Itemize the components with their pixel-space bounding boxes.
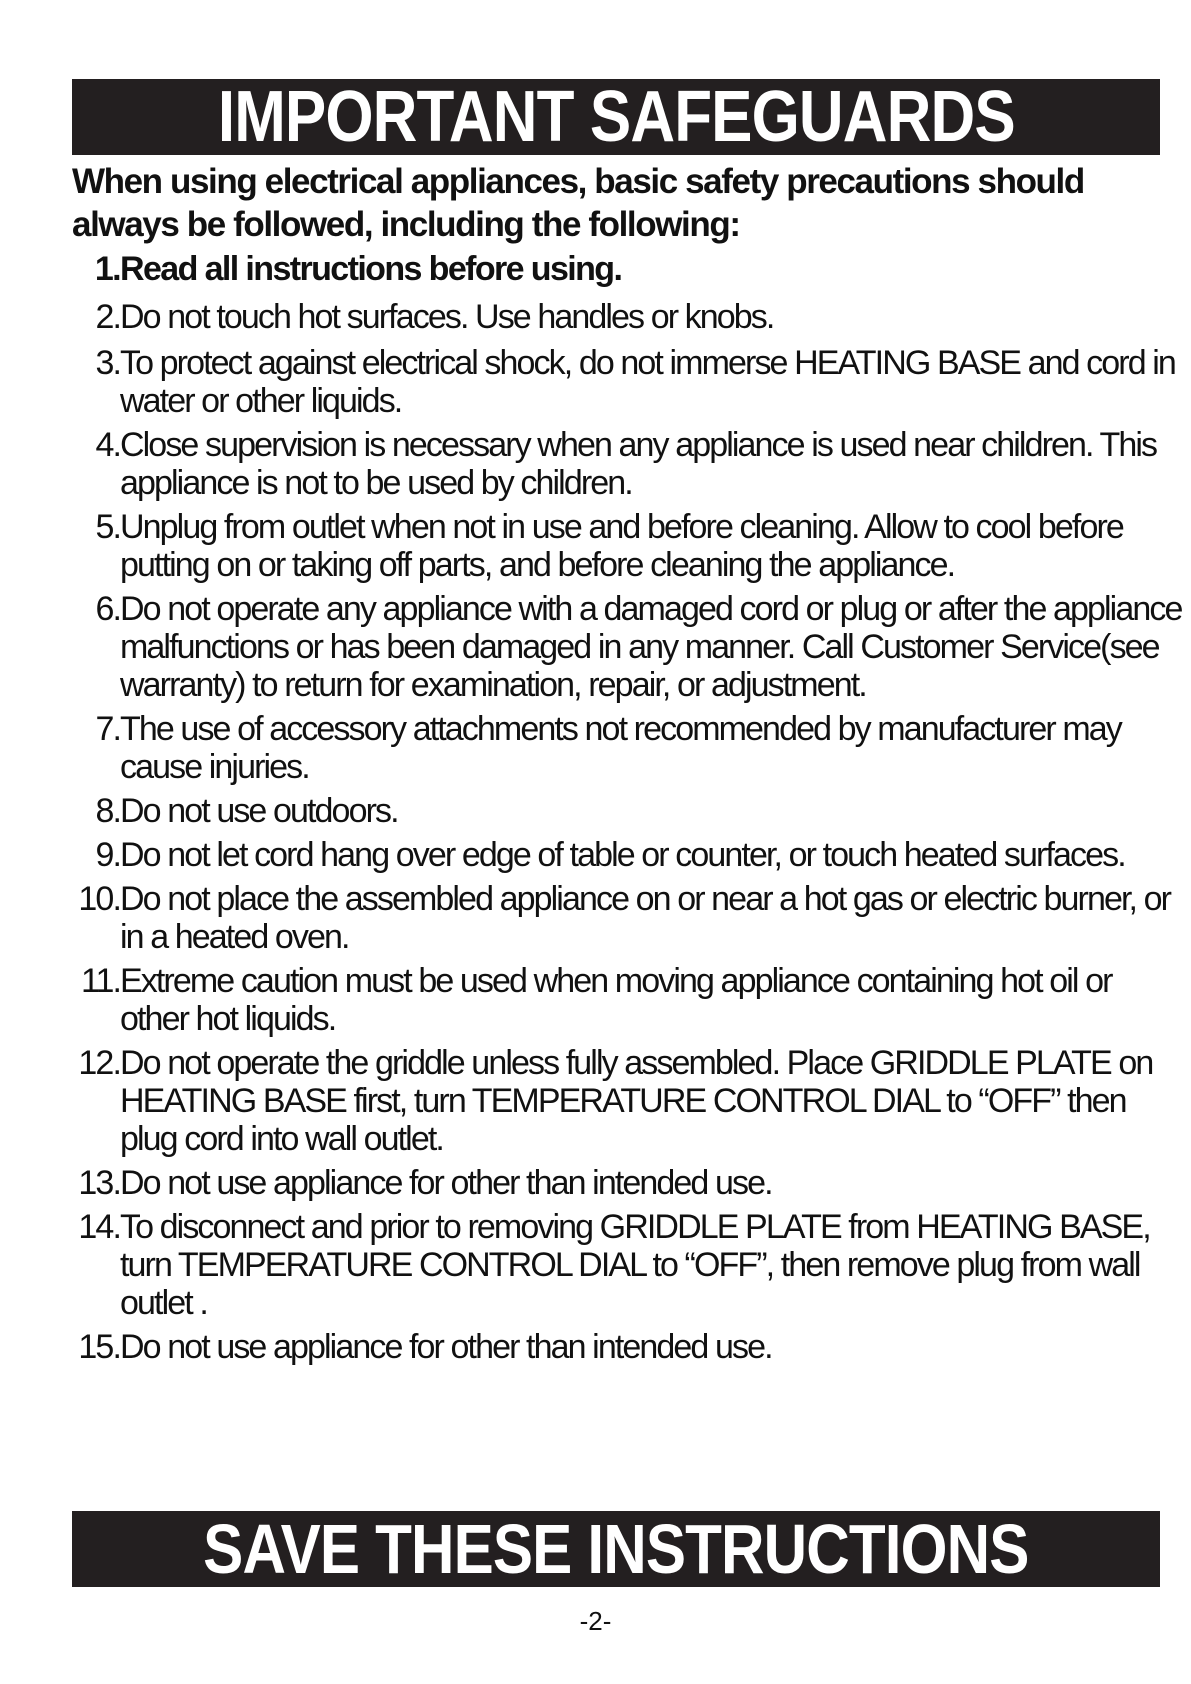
- item-number: 14.: [78, 1208, 120, 1246]
- list-item: [72, 1044, 1182, 1158]
- item-number: 15.: [78, 1328, 120, 1366]
- intro-text: When using electrical appliances, basic safety precautions should always be followed, including the following:: [72, 162, 1084, 244]
- item-number: 13.: [78, 1164, 120, 1202]
- list-item: [72, 710, 1182, 786]
- page-number: -2-: [579, 1606, 612, 1636]
- list-item: [72, 880, 1182, 956]
- item-number: 4.: [95, 426, 120, 464]
- item-text: Unplug from outlet when not in use and before cleaning. Allow to cool before putting on or taking off parts, and before cleaning the appliance.: [120, 508, 1123, 584]
- item-number: 2.: [95, 298, 120, 336]
- safeguards-list: [72, 250, 1182, 1366]
- list-item: [72, 1328, 1182, 1366]
- item-text: Do not use appliance for other than intended use.: [120, 1164, 772, 1202]
- item-text: Do not operate any appliance with a damaged cord or plug or after the appliance malfunctions or has been damaged in any manner. Call Customer Service(see warranty) to return for examination, repair, or adjustment.: [120, 590, 1182, 704]
- list-item: [72, 508, 1182, 584]
- list-item: [72, 1208, 1182, 1322]
- item-text: Read all instructions before using.: [120, 250, 622, 288]
- item-number: 6.: [95, 590, 120, 628]
- list-item: [72, 962, 1182, 1038]
- item-text: Do not touch hot surfaces. Use handles or knobs.: [120, 298, 774, 336]
- item-text: The use of accessory attachments not recommended by manufacturer may cause injuries.: [120, 710, 1121, 786]
- item-text: Do not use appliance for other than intended use.: [120, 1328, 772, 1366]
- item-number: 5.: [95, 508, 120, 546]
- item-text: Do not use outdoors.: [120, 792, 398, 830]
- item-number: 12.: [78, 1044, 120, 1082]
- item-text: Do not place the assembled appliance on or near a hot gas or electric burner, or in a heated oven.: [120, 880, 1171, 956]
- item-number: 11.: [80, 962, 120, 1000]
- list-item: [72, 426, 1182, 502]
- item-number: 9.: [95, 836, 120, 874]
- item-number: 10.: [78, 880, 120, 918]
- item-text: To disconnect and prior to removing GRIDDLE PLATE from HEATING BASE, turn TEMPERATURE CONTROL DIAL to “OFF”, then remove plug from wall outlet .: [120, 1208, 1150, 1322]
- footer-banner: [72, 1511, 1160, 1587]
- list-item: [72, 792, 1182, 830]
- item-text: Do not let cord hang over edge of table or counter, or touch heated surfaces.: [120, 836, 1125, 874]
- item-number: 8.: [95, 792, 120, 830]
- list-item: [72, 344, 1182, 420]
- page-title: IMPORTANT SAFEGUARDS: [217, 79, 1015, 155]
- item-text: Do not operate the griddle unless fully assembled. Place GRIDDLE PLATE on HEATING BASE first, turn TEMPERATURE CONTROL DIAL to “OFF” then plug cord into wall outlet.: [120, 1044, 1153, 1158]
- list-item: [72, 298, 1182, 336]
- item-text: Extreme caution must be used when moving appliance containing hot oil or other hot liquids.: [120, 962, 1112, 1038]
- list-item: [72, 250, 1182, 288]
- item-number: 7.: [95, 710, 120, 748]
- item-text: To protect against electrical shock, do not immerse HEATING BASE and cord in water or other liquids.: [120, 344, 1175, 420]
- list-item: [72, 590, 1182, 704]
- footer-title: SAVE THESE INSTRUCTIONS: [203, 1511, 1029, 1587]
- item-number: 3.: [95, 344, 120, 382]
- item-number: 1.: [94, 250, 120, 288]
- list-item: [72, 1164, 1182, 1202]
- item-text: Close supervision is necessary when any appliance is used near children. This appliance is not to be used by children.: [120, 426, 1157, 502]
- list-item: [72, 836, 1182, 874]
- title-banner: [72, 79, 1160, 155]
